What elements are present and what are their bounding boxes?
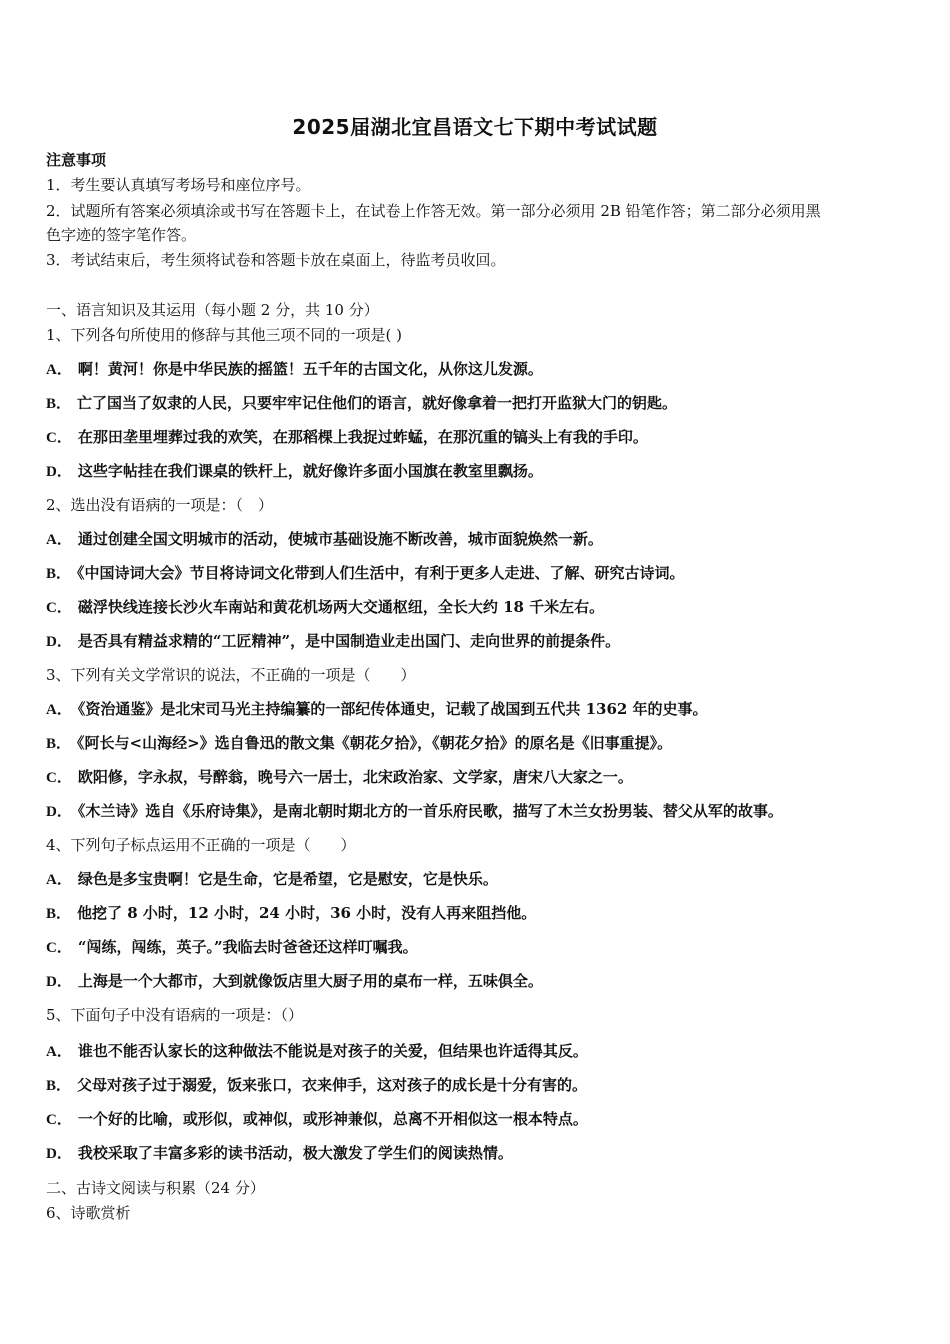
page-title: 2025届湖北宜昌语文七下期中考试试题 <box>292 115 658 139</box>
option <box>46 800 910 823</box>
option <box>46 460 910 483</box>
option <box>46 766 910 789</box>
option <box>46 1040 910 1063</box>
option <box>46 596 910 619</box>
option <box>46 970 910 993</box>
option-letter: A． <box>46 532 72 548</box>
option <box>46 902 910 925</box>
option-letter: B． <box>46 906 72 922</box>
option-text: “闯练，闯练，英子。”我临去时爸爸还这样叮嘱我。 <box>77 938 418 956</box>
question-stem: 6、诗歌赏析 <box>46 1204 131 1222</box>
option-text: 绿色是多宝贵啊！它是生命，它是希望，它是慰安，它是快乐。 <box>77 870 498 888</box>
option-text: 通过创建全国文明城市的活动，使城市基础设施不断改善，城市面貌焕然一新。 <box>77 530 603 548</box>
option <box>46 868 910 891</box>
option-text: 亡了国当了奴隶的人民，只要牢牢记住他们的语言，就好像拿着一把打开监狱大门的钥匙。 <box>77 394 678 412</box>
option-text: 《阿长与<山海经>》选自鲁迅的散文集《朝花夕拾》，《朝花夕拾》的原名是《旧事重提》。 <box>77 734 673 752</box>
option <box>46 698 910 721</box>
question-stem <box>46 324 910 346</box>
option-letter: D． <box>46 974 72 990</box>
notice-item: 3．考试结束后，考生须将试卷和答题卡放在桌面上，待监考员收回。 <box>46 251 506 269</box>
option-letter: B． <box>46 1078 72 1094</box>
question-stem-text: 1、下列各句所使用的修辞与其他三项不同的一项是( ) <box>46 326 403 344</box>
option-letter: C． <box>46 600 72 616</box>
option-letter: A． <box>46 1044 72 1060</box>
option-letter: A． <box>46 702 72 718</box>
option-letter: D． <box>46 464 72 480</box>
option-text: 上海是一个大都市，大到就像饭店里大厨子用的桌布一样，五味俱全。 <box>77 972 543 990</box>
option <box>46 630 910 653</box>
option-text: 《资治通鉴》是北宋司马光主持编纂的一部纪传体通史，记载了战国到五代共 1362 年的史事。 <box>77 700 708 718</box>
option <box>46 426 910 449</box>
notice-item: 2．试题所有答案必须填涂或书写在答题卡上，在试卷上作答无效。第一部分必须用 2B 铅笔作答；第二部分必须用黑 <box>46 202 821 220</box>
option-letter: B． <box>46 396 72 412</box>
question-stem: 2、选出没有语病的一项是：（ ） <box>46 496 274 514</box>
option <box>46 358 910 381</box>
option-text: 这些字帖挂在我们课桌的铁杆上，就好像许多面小国旗在教室里飘扬。 <box>77 462 543 480</box>
option-letter: B． <box>46 736 72 752</box>
option <box>46 1142 910 1165</box>
option-text: 《木兰诗》选自《乐府诗集》，是南北朝时期北方的一首乐府民歌，描写了木兰女扮男装、替父从军的故事。 <box>77 802 783 820</box>
option-text: 一个好的比喻，或形似，或神似，或形神兼似，总离不开相似这一根本特点。 <box>77 1110 588 1128</box>
option-text: 谁也不能否认家长的这种做法不能说是对孩子的关爱，但结果也许适得其反。 <box>77 1042 588 1060</box>
option-text: 父母对孩子过于溺爱，饭来张口，衣来伸手，这对孩子的成长是十分有害的。 <box>77 1076 588 1094</box>
section-heading: 二、古诗文阅读与积累（24 分） <box>46 1179 265 1197</box>
option-letter: C． <box>46 770 72 786</box>
option-letter: C． <box>46 940 72 956</box>
option-letter: A． <box>46 362 72 378</box>
option <box>46 562 910 585</box>
option <box>46 936 910 959</box>
option-text: 欧阳修，字永叔，号醉翁，晚号六一居士，北宋政治家、文学家，唐宋八大家之一。 <box>77 768 633 786</box>
notice-item: 色字迹的签字笔作答。 <box>46 226 197 244</box>
question-stem: 4、下列句子标点运用不正确的一项是（ ） <box>46 836 356 854</box>
notice-item: 1．考生要认真填写考场号和座位序号。 <box>46 176 311 194</box>
option-text: 磁浮快线连接长沙火车南站和黄花机场两大交通枢纽，全长大约 18 千米左右。 <box>77 598 605 616</box>
option-text: 《中国诗词大会》节目将诗词文化带到人们生活中，有利于更多人走进、了解、研究古诗词。 <box>77 564 685 582</box>
option <box>46 1074 910 1097</box>
question-stem: 3、下列有关文学常识的说法，不正确的一项是（ ） <box>46 666 416 684</box>
option <box>46 732 910 755</box>
option-text: 我校采取了丰富多彩的读书活动，极大激发了学生们的阅读热情。 <box>77 1144 513 1162</box>
question-stem: 5、下面句子中没有语病的一项是：（） <box>46 1006 304 1024</box>
option-text: 在那田垄里埋葬过我的欢笑，在那稻棵上我捉过蚱蜢，在那沉重的镐头上有我的手印。 <box>77 428 648 446</box>
option <box>46 1108 910 1131</box>
option-letter: D． <box>46 804 72 820</box>
option-letter: C． <box>46 430 72 446</box>
option-letter: C． <box>46 1112 72 1128</box>
option <box>46 392 910 415</box>
option-text: 啊！黄河！你是中华民族的摇篮！五千年的古国文化，从你这儿发源。 <box>77 360 543 378</box>
option-letter: D． <box>46 1146 72 1162</box>
option-text: 他挖了 8 小时，12 小时，24 小时，36 小时，没有人再来阻挡他。 <box>77 904 537 922</box>
option-letter: B． <box>46 566 72 582</box>
notice-heading: 注意事项 <box>46 151 107 169</box>
option-letter: D． <box>46 634 72 650</box>
option-text: 是否具有精益求精的“工匠精神”，是中国制造业走出国门、走向世界的前提条件。 <box>77 632 621 650</box>
section-heading: 一、语言知识及其运用（每小题 2 分，共 10 分） <box>46 301 379 319</box>
option <box>46 528 910 551</box>
option-letter: A． <box>46 872 72 888</box>
